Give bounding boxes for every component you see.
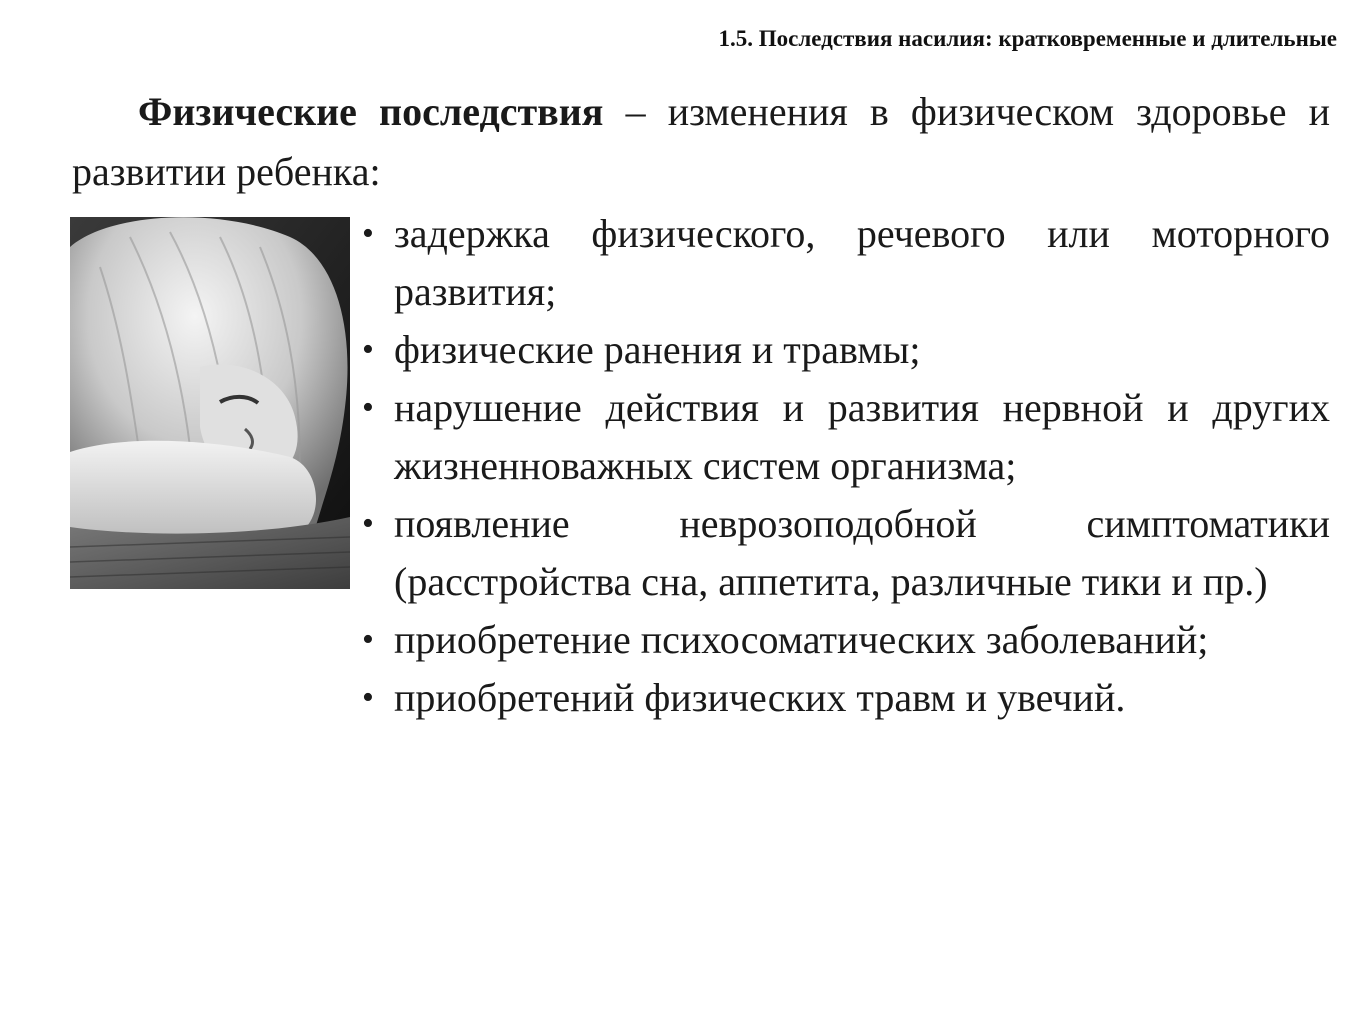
list-item xyxy=(360,205,1330,321)
list-item-text: появление неврозоподобной симптоматики (расстройства сна, аппетита, различные тики и пр.) xyxy=(394,501,1330,604)
bullet-icon: • xyxy=(362,331,374,368)
list-item-text: задержка физического, речевого или моторного развития; xyxy=(394,211,1330,314)
bullet-icon: • xyxy=(362,505,374,542)
intro-definition: – изменения в физическом здоровье и развитии ребенка: xyxy=(72,89,1330,194)
list-item xyxy=(360,611,1330,669)
child-photo xyxy=(70,217,350,589)
list-item-text: приобретений физических травм и увечий. xyxy=(394,675,1126,720)
list-item xyxy=(360,495,1330,611)
list-item xyxy=(360,379,1330,495)
bullet-icon: • xyxy=(362,389,374,426)
bullet-icon: • xyxy=(362,215,374,252)
list-item xyxy=(360,321,1330,379)
bullet-icon: • xyxy=(362,679,374,716)
intro-term: Физические последствия xyxy=(138,89,604,134)
list-item-text: нарушение действия и развития нервной и других жизненноважных систем организма; xyxy=(394,385,1330,488)
intro-paragraph xyxy=(72,82,1330,202)
list-item-text: физические ранения и травмы; xyxy=(394,327,921,372)
list-item xyxy=(360,669,1330,727)
section-header: 1.5. Последствия насилия: кратковременные и длительные xyxy=(718,26,1337,51)
consequences-list xyxy=(360,205,1330,727)
list-item-text: приобретение психосоматических заболеваний; xyxy=(394,617,1209,662)
bullet-icon: • xyxy=(362,621,374,658)
child-photo-illustration xyxy=(70,217,350,589)
